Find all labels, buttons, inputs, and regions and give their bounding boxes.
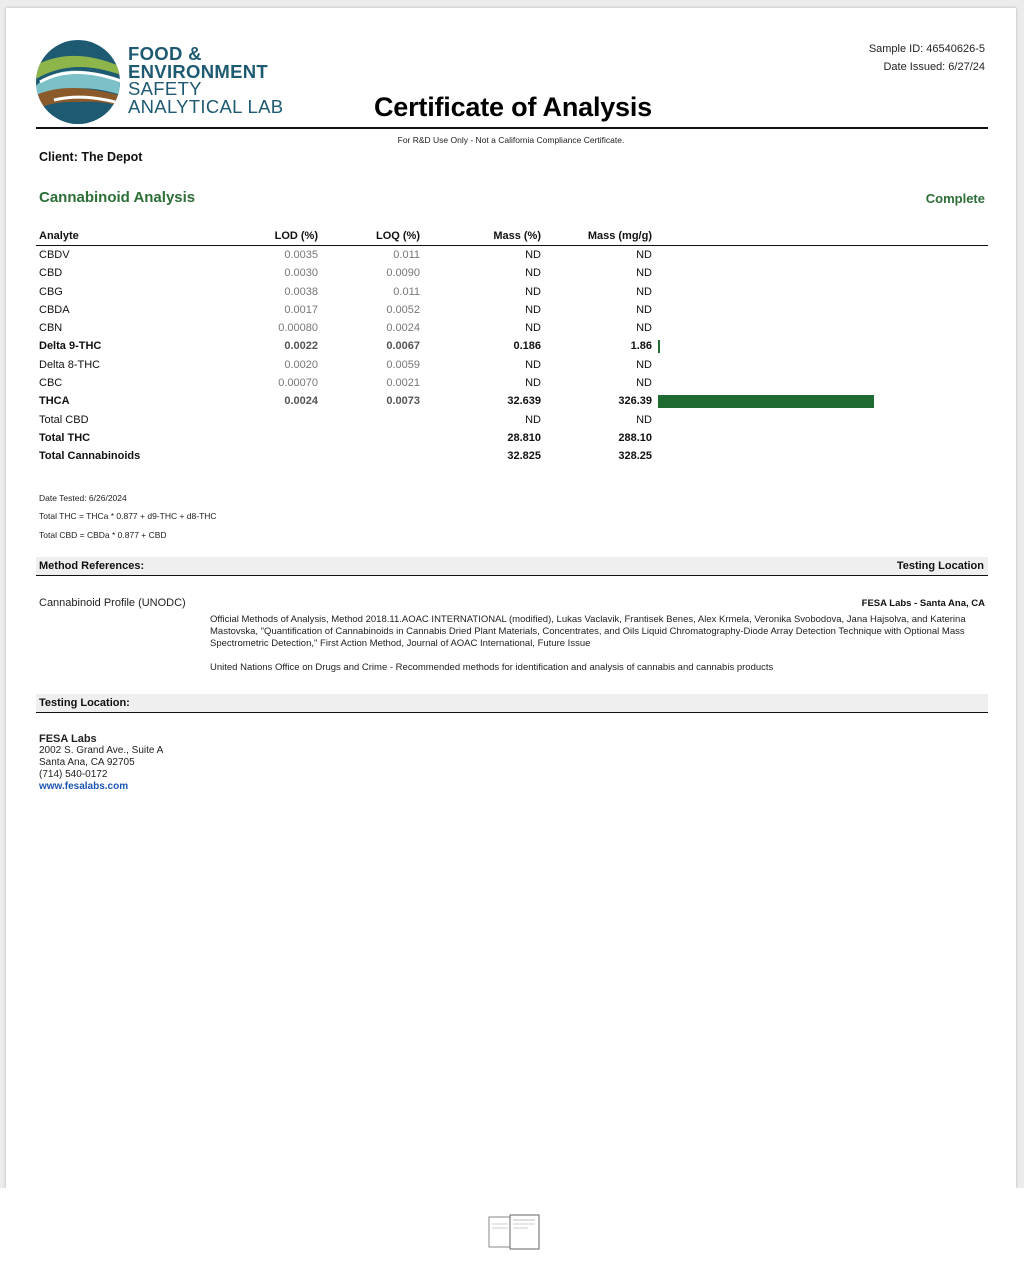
mass-mg-cell: ND [636,267,652,280]
lab-address-line2: Santa Ana, CA 92705 [39,757,135,768]
page-thumbnail-strip [0,1188,1024,1276]
mass-mg-cell: ND [636,303,652,316]
loq-cell: 0.011 [393,249,420,261]
header-lod: LOD (%) [274,230,318,242]
header-analyte: Analyte [39,230,79,242]
mass-percent-cell: ND [525,322,541,335]
table-row [36,319,988,337]
section-title: Cannabinoid Analysis [39,189,196,206]
loq-cell: 0.0052 [386,303,420,316]
table-body [36,246,988,466]
total-thc-formula: Total THC = THCa * 0.877 + d9-THC + d8-THC [39,511,217,522]
method-references-band [36,557,988,576]
mass-mg-cell: ND [636,413,652,426]
analyte-cell: CBG [39,285,63,298]
testing-location-label: Testing Location [896,560,984,572]
mass-mg-cell: ND [636,285,652,298]
mass-percent-cell: ND [525,303,541,316]
lod-cell: 0.0038 [284,285,318,298]
lod-cell: 0.0035 [284,249,318,261]
loq-cell: 0.0021 [386,377,420,390]
mass-percent-cell: 28.810 [507,431,541,444]
status-badge: Complete [925,191,985,206]
loq-cell: 0.0073 [386,395,420,408]
mass-percent-cell: 0.186 [513,340,541,353]
loq-cell: 0.0024 [386,322,420,335]
analyte-cell: CBC [39,377,63,390]
table-row [36,374,988,392]
mass-mg-cell: 328.25 [618,450,652,463]
loq-cell: 0.0067 [386,340,420,353]
title-divider [36,127,988,129]
method-references-text [210,614,980,686]
analyte-cell: Total THC [39,431,91,444]
loq-cell: 0.0090 [386,267,420,280]
mass-mg-cell: ND [636,322,652,335]
lod-cell: 0.0030 [284,267,318,280]
sample-id: Sample ID: 46540626-5 [868,43,985,55]
table-row [36,301,988,319]
lod-cell: 0.00070 [278,377,318,390]
table-row [36,447,988,465]
analyte-cell: CBDA [39,303,70,316]
analyte-cell: CBD [39,267,63,280]
mass-bar [658,395,874,408]
testing-location-band [36,694,988,713]
lod-cell: 0.0022 [284,340,318,353]
method-name: Cannabinoid Profile (UNODC) [39,597,186,609]
lab-phone: (714) 540-0172 [39,769,108,780]
mass-percent-cell: ND [525,285,541,298]
reference-unodc: United Nations Office on Drugs and Crime - Recommended methods for identification and analysis of cannabis and cannabis products [210,662,774,673]
analyte-cell: THCA [39,395,70,408]
client-name: Client: The Depot [39,150,143,164]
logo-wordmark: FOOD & ENVIRONMENT SAFETY ANALYTICAL LAB [128,43,284,117]
mass-percent-cell: ND [525,413,541,426]
table-row [36,356,988,374]
mass-percent-cell: 32.825 [507,450,541,463]
table-row [36,392,988,410]
mass-mg-cell: ND [636,249,652,261]
disclaimer: For R&D Use Only - Not a California Compliance Certificate. [397,135,625,145]
loq-cell: 0.0059 [386,358,420,371]
lod-cell: 0.0017 [284,303,318,316]
table-header [36,228,988,246]
lod-cell: 0.0020 [284,358,318,371]
method-location: FESA Labs - Santa Ana, CA [861,598,985,609]
table-row [36,337,988,355]
analyte-cell: Total CBD [39,413,89,426]
analyte-cell: Delta 9-THC [39,340,102,353]
date-tested: Date Tested: 6/26/2024 [39,493,127,503]
mass-percent-cell: ND [525,358,541,371]
mass-percent-cell: ND [525,377,541,390]
cannabinoid-table [36,228,988,466]
lab-website-link[interactable]: www.fesalabs.com [39,781,129,792]
mass-mg-cell: ND [636,358,652,371]
date-issued: Date Issued: 6/27/24 [883,61,985,73]
mass-mg-cell: 1.86 [630,340,652,353]
sample-info [869,40,985,76]
lab-address-line1: 2002 S. Grand Ave., Suite A [39,745,164,756]
testing-location-band-label: Testing Location: [39,697,130,709]
page-title: Certificate of Analysis [374,92,652,122]
table-row [36,429,988,447]
mass-percent-cell: ND [525,249,541,261]
mass-percent-cell: 32.639 [507,395,541,408]
table-row [36,264,988,282]
mass-percent-cell: ND [525,267,541,280]
lod-cell: 0.00080 [278,322,318,335]
loq-cell: 0.011 [393,285,420,298]
reference-aoac: Official Methods of Analysis, Method 2018.11.AOAC INTERNATIONAL (modified), Lukas Vaclavik, Frantisek Benes, Alex Krmela, Veronika Svobodova, Jana Hajsolva, and Katerina Mastovska, "Quantification of Cannabinoids in Cannabis Dried Plant Materials, Concentrates, and Oils Liquid Chromatography-Diode Array Detection Technique with Optional Mass Spectrometric Detection," First Action Method, Journal of AOAC International, Future Issue [210,614,966,649]
certificate-page [6,8,1016,1188]
table-row [36,411,988,429]
header-mass: Mass (%) [493,230,541,242]
lod-cell: 0.0024 [284,395,318,408]
header-mg: Mass (mg/g) [587,230,652,242]
table-row [36,246,988,264]
mass-mg-cell: ND [636,377,652,390]
method-references-label: Method References: [39,560,145,572]
analyte-cell: CBDV [39,249,70,261]
page-thumbnails-icon[interactable] [488,1214,540,1250]
analyte-cell: Delta 8-THC [39,358,101,371]
header-loq: LOQ (%) [376,230,420,242]
analyte-cell: CBN [39,322,63,335]
lab-name: FESA Labs [39,733,97,745]
testing-location-address [39,733,163,793]
analyte-cell: Total Cannabinoids [39,450,141,463]
mass-bar [658,340,660,353]
total-cbd-formula: Total CBD = CBDa * 0.877 + CBD [39,529,167,540]
mass-mg-cell: 326.39 [618,395,652,408]
table-row [36,283,988,301]
notes [39,489,217,544]
mass-mg-cell: 288.10 [618,431,652,444]
